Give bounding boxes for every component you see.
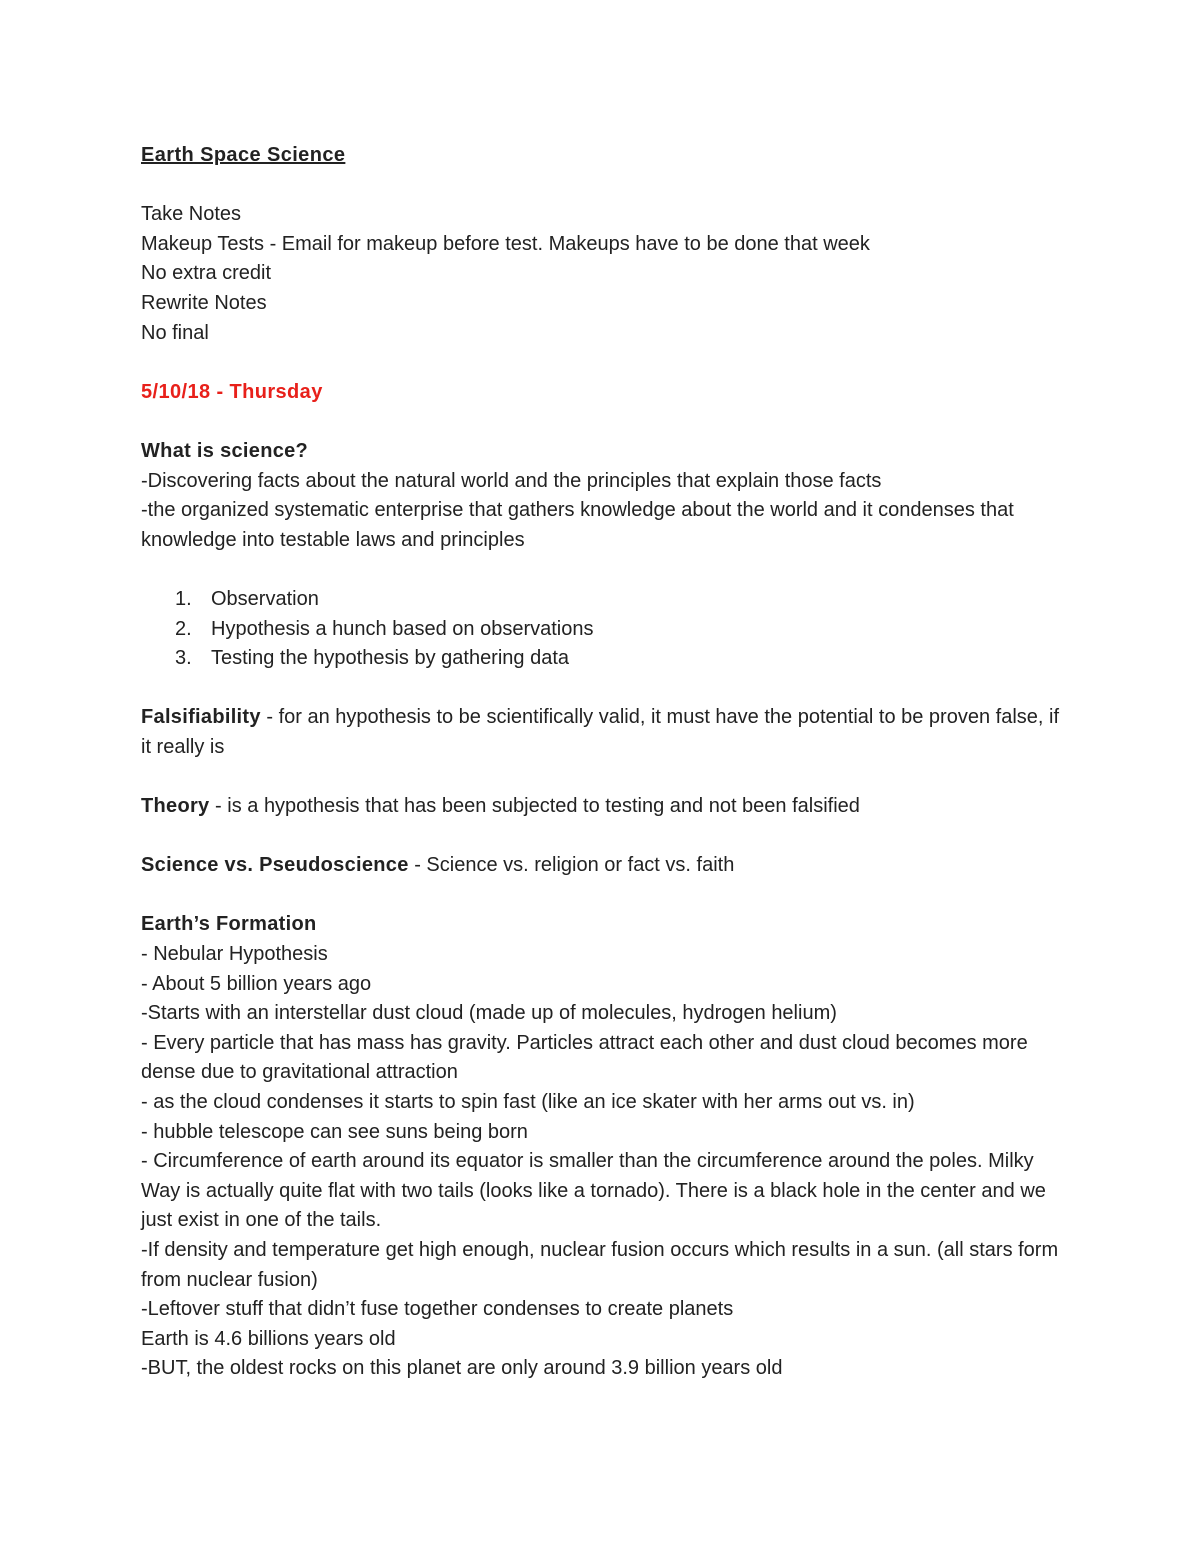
document-title: Earth Space Science (141, 144, 346, 166)
scientific-method-list (141, 585, 1061, 674)
formation-line: -If density and temperature get high enough, nuclear fusion occurs which results in a sun. (all stars form from nuclear fusion) (141, 1238, 1059, 1291)
science-line: -the organized systematic enterprise that gathers knowledge about the world and it condenses that knowledge into testable laws and principles (141, 499, 1014, 551)
spacer (141, 348, 1061, 378)
intro-line: No final (141, 321, 209, 344)
spacer (141, 407, 1061, 437)
spacer (141, 881, 1061, 911)
definition: - for an hypothesis to be scientifically valid, it must have the potential to be proven false, if it really is (141, 706, 1059, 758)
intro-line: Take Notes (141, 203, 242, 226)
term: Falsifiability (141, 706, 261, 729)
spacer (141, 171, 1061, 201)
falsifiability-definition (141, 703, 1061, 762)
formation-line: - Circumference of earth around its equator is smaller than the circumference around the poles. Milky Way is actually quite flat with two tails (looks like a tornado). There is a black hole in the center and we just exist in one of the tails. (141, 1150, 1046, 1232)
list-item (141, 615, 1061, 645)
pseudoscience-definition (141, 851, 1061, 881)
term: Science vs. Pseudoscience (141, 854, 409, 877)
list-text: Testing the hypothesis by gathering data (211, 647, 570, 670)
spacer (141, 762, 1061, 792)
spacer (141, 822, 1061, 852)
intro-line: Rewrite Notes (141, 291, 267, 314)
list-text: Observation (211, 587, 319, 610)
science-section (141, 437, 1061, 674)
formation-line: -BUT, the oldest rocks on this planet are only around 3.9 billion years old (141, 1357, 783, 1380)
formation-line: - Nebular Hypothesis (141, 943, 328, 966)
formation-section (141, 910, 1061, 1384)
formation-line: -Starts with an interstellar dust cloud (made up of molecules, hydrogen helium) (141, 1002, 837, 1025)
formation-heading: Earth’s Formation (141, 913, 317, 936)
list-number: 3. (175, 647, 192, 670)
intro-line: No extra credit (141, 262, 272, 285)
term: Theory (141, 795, 210, 818)
list-text: Hypothesis a hunch based on observations (211, 617, 594, 640)
spacer (141, 674, 1061, 704)
list-item (141, 585, 1061, 615)
list-number: 2. (175, 617, 192, 640)
date-heading: 5/10/18 - Thursday (141, 380, 323, 403)
document-page (141, 141, 1061, 1384)
formation-line: Earth is 4.6 billions years old (141, 1327, 396, 1350)
list-item (141, 644, 1061, 674)
science-line: -Discovering facts about the natural world and the principles that explain those facts (141, 469, 882, 492)
intro-list (141, 200, 1061, 348)
formation-line: - hubble telescope can see suns being born (141, 1120, 528, 1143)
formation-line: - as the cloud condenses it starts to spin fast (like an ice skater with her arms out vs. in) (141, 1091, 915, 1113)
intro-line: Makeup Tests - Email for makeup before test. Makeups have to be done that week (141, 232, 870, 255)
definition: - Science vs. religion or fact vs. faith (408, 854, 735, 877)
spacer (141, 555, 1061, 585)
formation-line: - Every particle that has mass has gravity. Particles attract each other and dust cloud becomes more dense due to gravitational attraction (141, 1031, 1028, 1084)
definition: - is a hypothesis that has been subjected to testing and not been falsified (209, 795, 860, 818)
list-number: 1. (175, 587, 192, 610)
science-heading: What is science? (141, 439, 309, 462)
formation-line: -Leftover stuff that didn’t fuse together condenses to create planets (141, 1298, 734, 1321)
formation-line: - About 5 billion years ago (141, 972, 372, 995)
theory-definition (141, 792, 1061, 822)
